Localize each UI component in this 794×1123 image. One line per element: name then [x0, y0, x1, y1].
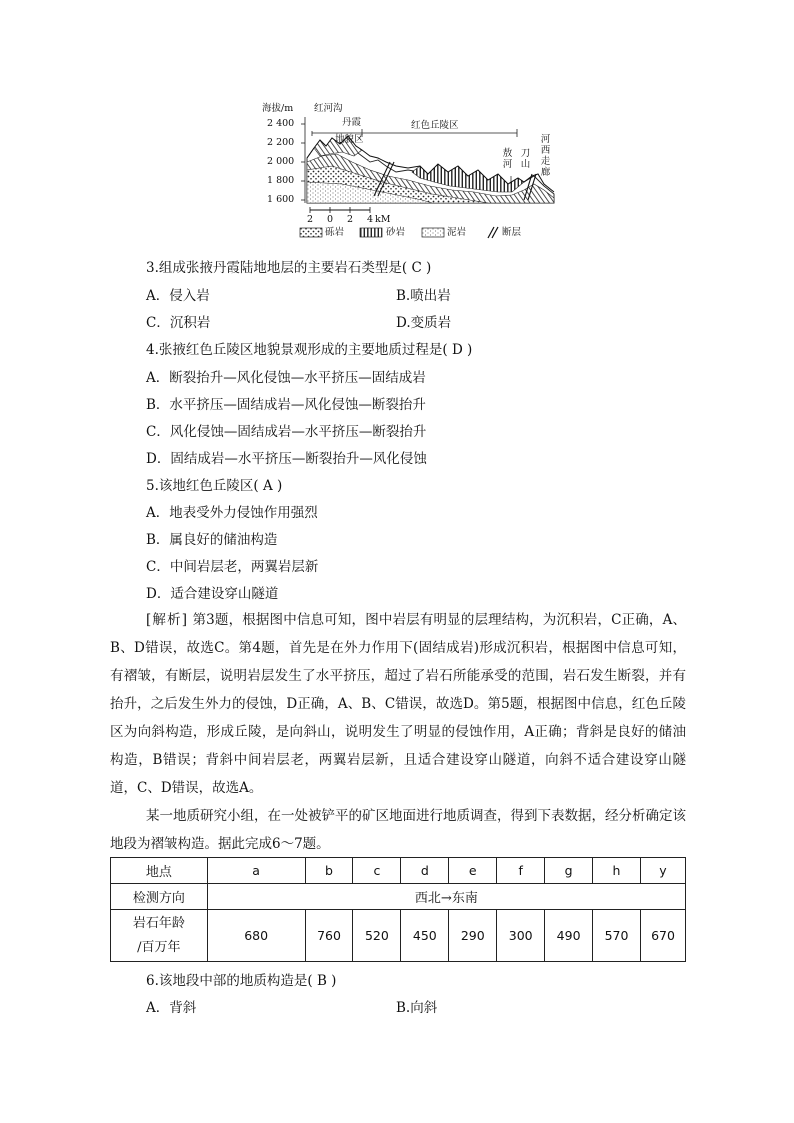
corridor-label: 河西走廊: [540, 134, 551, 178]
sandstone-pattern-icon: [360, 228, 382, 237]
table-cell: c: [353, 858, 401, 884]
mudstone-pattern-icon: [422, 228, 444, 237]
y-tick-label: 1 800: [267, 175, 295, 186]
table-cell: f: [497, 858, 545, 884]
table-cell: 520: [353, 910, 401, 962]
y-tick-label: 2 200: [267, 137, 295, 148]
table-cell: 450: [401, 910, 449, 962]
question-5-option-b: B．属良好的储油构造: [146, 532, 278, 548]
y-tick-label: 1 600: [267, 194, 295, 205]
table-header-cell: 地点: [111, 858, 208, 884]
table-cell: y: [640, 858, 685, 884]
table-cell: g: [545, 858, 593, 884]
legend-label-sandstone: 砂岩: [386, 227, 406, 238]
table-cell: 670: [640, 910, 685, 962]
question-6-option-b: B.向斜: [396, 1000, 438, 1016]
question-6-stem: 6.该地段中部的地质构造是( B ): [146, 973, 337, 989]
scale-tick-label: 4: [367, 214, 374, 225]
table-cell: 300: [497, 910, 545, 962]
scale-tick-label: 0: [327, 214, 334, 225]
conglomerate-pattern-icon: [300, 228, 322, 237]
question-4-option-a: A．断裂抬升—风化侵蚀—水平挤压—固结成岩: [146, 370, 426, 386]
table-direction-cell: 西北→东南: [207, 884, 685, 910]
y-axis-title: 海拔/m: [262, 103, 294, 114]
question-3-option-b: B.喷出岩: [396, 288, 451, 304]
region-label-danxia: 丹霞: [342, 117, 362, 128]
question-4-option-b: B．水平挤压—固结成岩—风化侵蚀—断裂抬升: [146, 397, 426, 413]
table-cell: 290: [449, 910, 497, 962]
scale-tick-label: 2: [307, 214, 314, 225]
fault-icon: [488, 227, 498, 238]
analysis-tag: [解析]: [146, 612, 189, 628]
table-row-ages: [111, 910, 686, 962]
table-cell: 570: [593, 910, 641, 962]
question-4-stem: 4.张掖红色丘陵区地貌景观形成的主要地质过程是( D ): [146, 342, 473, 358]
question-3-stem: 3.组成张掖丹霞陆地地层的主要岩石类型是( C ): [146, 260, 432, 276]
table-header-cell: 检测方向: [111, 884, 208, 910]
legend-label-fault: 断层: [502, 227, 522, 238]
question-5-stem: 5.该地红色丘陵区( A ): [146, 478, 283, 494]
question-5-option-a: A．地表受外力侵蚀作用强烈: [146, 505, 318, 521]
mountain-label: 刀山: [520, 148, 531, 170]
table-row-points: [111, 858, 686, 884]
question-4-option-d: D．固结成岩—水平挤压—断裂抬升—风化侵蚀: [146, 451, 427, 467]
legend-label-conglomerate: 砾岩: [325, 227, 345, 238]
table-intro-text: 某一地质研究小组，在一处被铲平的矿区地面进行地质调查，得到下表数据，经分析确定该地段为褶皱构造。据此完成6～7题。: [110, 808, 686, 852]
table-header-line: 岩石年龄: [132, 915, 185, 931]
region-label-danxia-2: 地貌区: [335, 134, 364, 145]
analysis-text: 第3题，根据图中信息可知，图中岩层有明显的层理结构，为沉积岩，C正确，A、B、D错误，故选C。第4题，首先是在外力作用下(固结成岩)形成沉积岩，根据图中信息可知，有褶皱，有断层，说明岩层发生了水平挤压，超过了岩石所能承受的范围，岩石发生断裂，并有抬升，之后发生外力的侵蚀，D正确，A、B、C错误，故选D。第5题，根据图中信息，红色丘陵区为向斜构造，形成丘陵，是向斜山，说明发生了明显的侵蚀作用，A正确；背斜是良好的储油构造，B错误；背斜中间岩层老，两翼岩层新，且适合建设穿山隧道，向斜不适合建设穿山隧道，C、D错误，故选A。: [110, 612, 687, 796]
table-cell: d: [401, 858, 449, 884]
geologic-cross-section-figure: [262, 100, 562, 250]
table-cell: a: [207, 858, 305, 884]
table-cell: 490: [545, 910, 593, 962]
rock-age-table: [110, 857, 686, 962]
table-cell: 680: [207, 910, 305, 962]
scale-tick-label: 2: [347, 214, 354, 225]
river-label: 敖河: [502, 148, 513, 170]
table-header-cell: [111, 910, 208, 962]
question-3-option-d: D.变质岩: [396, 315, 452, 331]
region-label-hongheguo: 红河沟: [314, 103, 343, 114]
region-label-red-hills: 红色丘陵区: [411, 120, 459, 131]
table-row-direction: [111, 884, 686, 910]
y-tick-label: 2 000: [267, 156, 295, 167]
question-5-option-d: D．适合建设穿山隧道: [146, 586, 279, 602]
table-intro-paragraph: [110, 802, 686, 858]
table-cell: b: [305, 858, 353, 884]
table-cell: 760: [305, 910, 353, 962]
scale-unit-label: kM: [375, 214, 391, 225]
analysis-paragraph: [110, 606, 686, 802]
legend-label-mudstone: 泥岩: [447, 227, 467, 238]
table-cell: e: [449, 858, 497, 884]
question-6-option-a: A．背斜: [146, 1000, 197, 1016]
question-4-option-c: C．风化侵蚀—固结成岩—水平挤压—断裂抬升: [146, 424, 427, 440]
table-header-line: /百万年: [137, 939, 181, 955]
question-5-option-c: C．中间岩层老，两翼岩层新: [146, 559, 319, 575]
y-tick-label: 2 400: [267, 118, 295, 129]
table-cell: h: [593, 858, 641, 884]
question-3-option-a: A．侵入岩: [146, 288, 210, 304]
question-3-option-c: C．沉积岩: [146, 315, 211, 331]
